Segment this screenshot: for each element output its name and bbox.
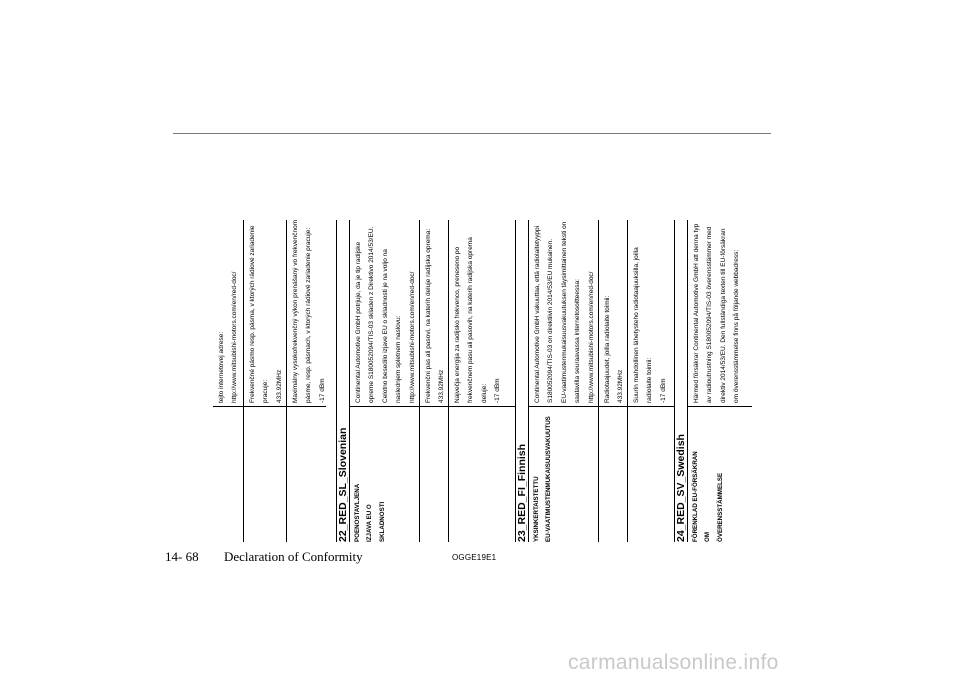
watermark: carmanualsonline.info [568, 651, 779, 674]
section-label: FÖRENKLAD EU-FÖRSÄKRAN OM ÖVERENSSTÄMMELSE [692, 451, 724, 542]
line: http://www.mitsubishi-motors.com/en/red-doc/ [587, 271, 595, 403]
line: tejto internetovej adrese: [218, 331, 225, 403]
line: Härmed försäkrar Continental Automotive GmbH att denna typ [693, 223, 700, 403]
section-label: YKSINKERTAISTETTU EU-VAATIMUSTENMUKAISUUSVAKUUTUS [533, 416, 553, 542]
line: -17 dBm [659, 378, 667, 403]
table-cell-text [449, 220, 516, 407]
line: Continental Automotive GmbH potrjuje, da je tip radijske [355, 241, 362, 403]
line: -17 dBm [318, 378, 326, 403]
line: pásme, resp. pásmach, v ktorých rádiové zariadenie pracuje: [305, 227, 313, 403]
line: Frekvenčni pas ali pasovi, na katerih deluje radijska oprema: [425, 228, 432, 403]
line: Največja energija za radijsko frekvenco, preneseno po [454, 246, 461, 403]
table-row [448, 220, 516, 542]
line: Frekvenčné pásmo resp. pásma, v ktorých rádiové zariadenie [249, 225, 256, 403]
line: 433.92MHz [617, 369, 625, 403]
line: av radioutrustning S180052094/TIS-03 överensstämmer med [706, 226, 714, 403]
table-cell-text [529, 220, 599, 407]
table-row [213, 220, 243, 542]
table-row [349, 220, 420, 542]
table-cell-text [420, 220, 449, 407]
line: http://www.mitsubishi-motors.com/en/red-doc/ [231, 271, 239, 403]
section-label: POENOSTAVLJENA IZJAVA EU O SKLADNOSTI [354, 483, 386, 542]
section-sk-continuation [213, 220, 325, 542]
table-row [528, 220, 599, 542]
table-cell-text [599, 220, 628, 407]
table-cell-text [287, 220, 326, 407]
table-cell-text [244, 220, 287, 407]
table-row [627, 220, 675, 542]
table-cell-text [688, 220, 752, 407]
table-cell-text [213, 220, 243, 407]
line: Maximálny vysokofrekvenčný výkon prenášaný vo frekvenčnom [292, 219, 299, 403]
line: Suurin mahdollinen lähetysteho radiotaajuuksilla, joilla [633, 247, 640, 403]
line: EU-vaatimustenmukaisuusvakuutuksen täysimittainen teksti on [560, 221, 568, 403]
line: opreme S180052094/TIS-03 skladen z Direktivo 2014/53/EU. [368, 226, 376, 403]
line: direktiv 2014/53/EU. Den fullständiga texten till EU-försäkran [719, 228, 727, 403]
top-rule [173, 133, 771, 134]
line: S180052094/TIS-03 on direktiivin 2014/53/EU mukainen. [547, 238, 555, 403]
section-heading: 23_RED_FI_Finnish [515, 220, 529, 542]
document-code: OGGE19E1 [452, 553, 497, 562]
line: pracuje: [262, 379, 270, 403]
footer-title: Declaration of Conformity [224, 549, 363, 564]
table-row [687, 220, 741, 542]
page-number: 14- 68 [165, 549, 199, 564]
line: radiolaite toimii: [646, 357, 654, 403]
line: 433.92MHz [275, 369, 283, 403]
line: 433.92MHz [438, 369, 446, 403]
line: -17 dBm [494, 378, 502, 403]
table-row [419, 220, 449, 542]
table-row [598, 220, 628, 542]
line: Celotno besedilo izjave EU o skladnosti je na voljo na [381, 249, 389, 403]
line: naslednjem spletnem naslovu: [395, 315, 403, 403]
line: http://www.mitsubishi-motors.com/en/red-doc/ [408, 271, 416, 403]
section-heading: 24_RED_SV_Swedish [674, 220, 688, 542]
line: frekvenčnem pasu ali pasovih, na katerih radijska oprema [467, 237, 475, 403]
section-heading: 22_RED_SL_Slovenian [336, 220, 350, 542]
table-row [286, 220, 326, 542]
table-cell-text [350, 220, 420, 407]
line: Continental Automotive GmbH vakuuttaa, että radiolaitetyyppi [534, 225, 541, 403]
rotated-conformity-table [213, 219, 741, 542]
line: saatavilla seuraavassa internetosoitteessa: [574, 279, 582, 403]
line: Radiotaajuudet, joilla radiolaite toimii: [604, 295, 611, 403]
line: om överensstämmelse finns på följande webbadress: [733, 249, 741, 403]
table-cell-text [628, 220, 675, 407]
line: deluje: [480, 383, 488, 403]
table-row [243, 220, 287, 542]
